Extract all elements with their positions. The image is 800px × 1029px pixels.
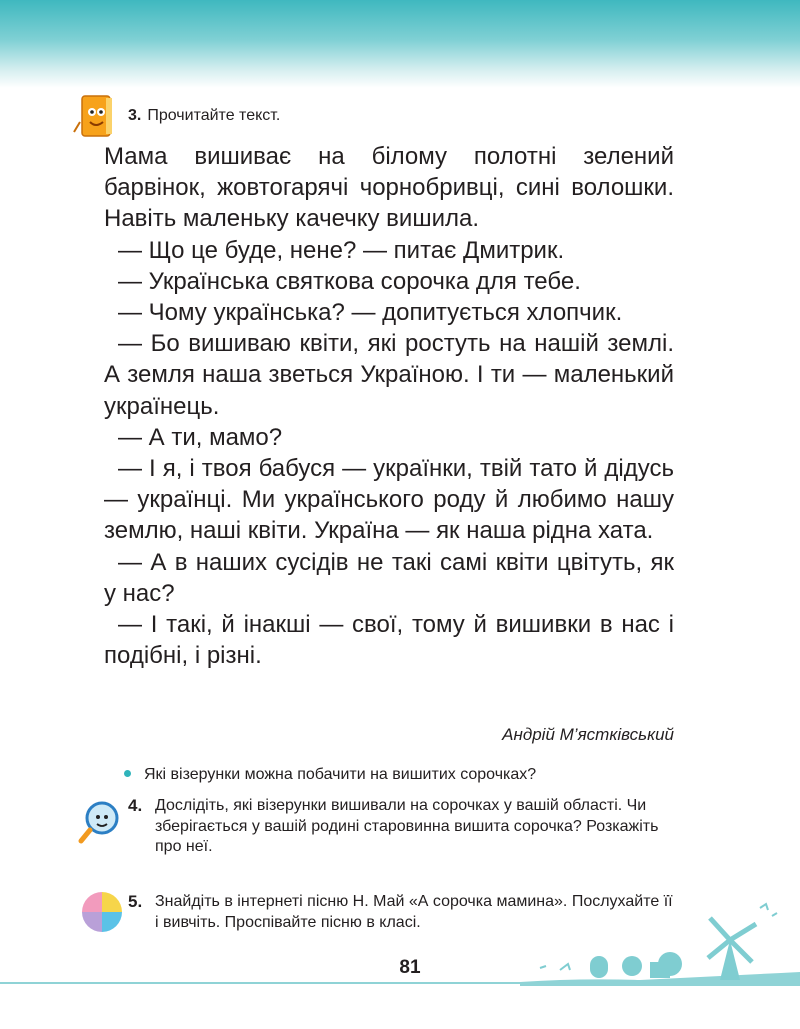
story-paragraph: — А ти, мамо? — [118, 423, 283, 451]
story-paragraph: — А в наших сусідів не такі самі квіти цвітуть, як у нас? — [104, 548, 674, 607]
top-header-band — [0, 0, 800, 88]
story-paragraph: — І такі, й інакші — свої, тому й вишивки в нас і подібні, і різні. — [104, 611, 674, 670]
task-4-text: Дослідіть, які візерунки вишивали на сорочках у вашій області. Чи зберігається у вашій родині старовинна вишита сорочка? Розкажіть про неї. — [155, 797, 659, 855]
story-paragraph: — І я, і твоя бабуся — українки, твій тато й дідусь — українці. Ми українського роду й любимо нашу землю, наші квіти. Україна — як наша рідна хата. — [104, 455, 674, 545]
task-5-text: Знайдіть в інтернеті пісню Н. Май «А сорочка мамина». Послухайте її і вивчіть. Проспівайте пісню в класі. — [155, 893, 673, 931]
book-character-icon — [72, 92, 122, 142]
page-number: 81 — [399, 957, 421, 978]
story-paragraph: — Українська святкова сорочка для тебе. — [118, 267, 581, 295]
author-name: Андрій М’ястківський — [502, 725, 674, 744]
magnifier-icon — [76, 798, 124, 846]
bottom-divider — [0, 982, 800, 984]
task-4-number: 4. — [128, 796, 143, 815]
bullet-dot-icon — [124, 770, 131, 777]
color-wheel-icon — [80, 890, 124, 934]
task-3-title: Прочитайте текст. — [147, 107, 281, 124]
story-paragraph: — Що це буде, нене? — питає Дмитрик. — [118, 236, 565, 264]
story-paragraph: Мама вишиває на білому полотні зелений барвінок, жовтогарячі чорнобривці, сині волошки. Навіть маленьку качечку вишила. — [104, 143, 674, 233]
windmill-landscape-icon — [520, 896, 800, 986]
question-text: Які візерунки можна побачити на вишитих сорочках? — [144, 766, 537, 783]
task-4 — [128, 796, 676, 858]
task-5-number: 5. — [128, 892, 143, 911]
story-text — [104, 141, 674, 671]
task-3-heading — [128, 106, 280, 126]
story-paragraph: — Чому українська? — допитується хлопчик. — [118, 299, 623, 327]
question-item — [124, 764, 684, 785]
story-paragraph: — Бо вишиваю квіти, які ростуть на нашій землі. А земля наша зветься Україною. І ти — маленький українець. — [104, 330, 674, 420]
task-3-number: 3. — [128, 107, 142, 124]
